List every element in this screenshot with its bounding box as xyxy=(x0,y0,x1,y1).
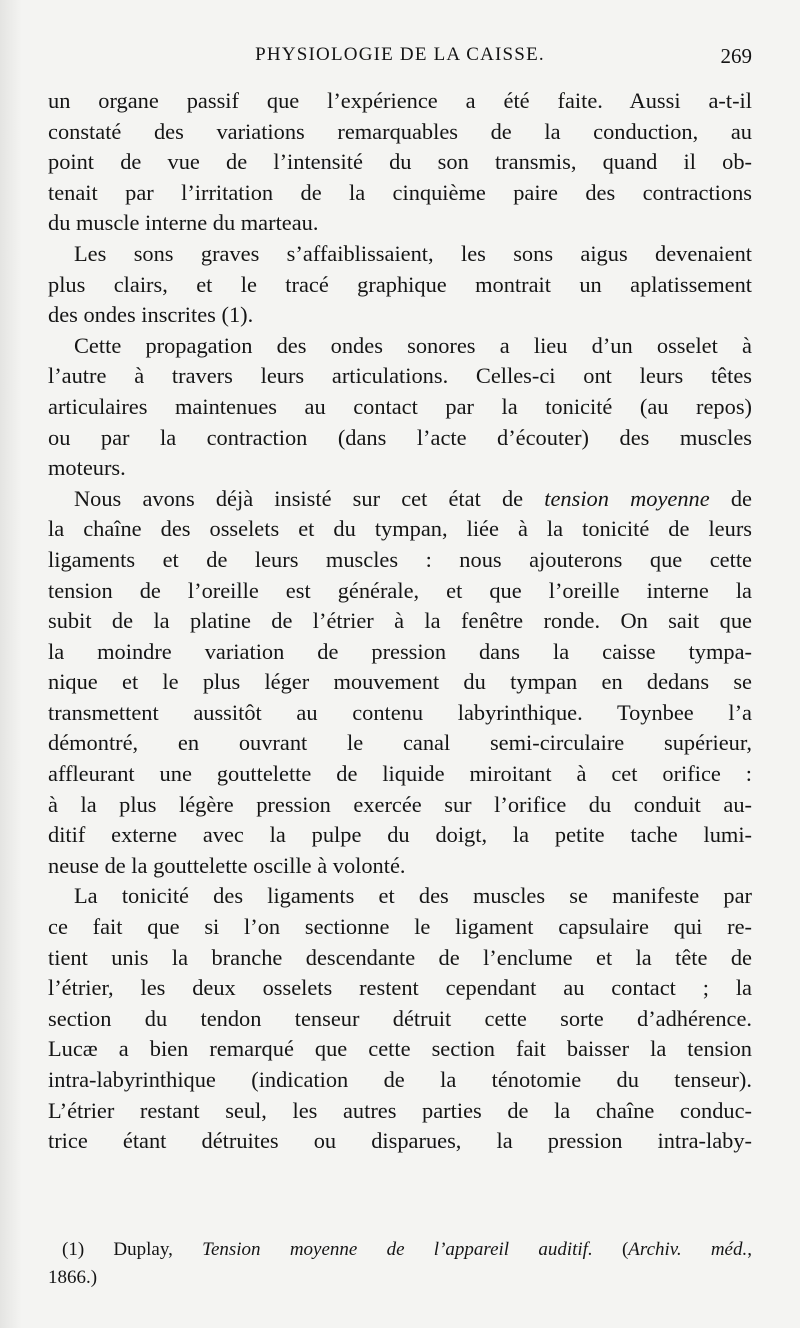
text-line: Lucæ a bien remarqué que cette section fait baisser la tension xyxy=(48,1036,752,1062)
text-line: intra-labyrinthique (indication de la ténotomie du tenseur). xyxy=(48,1067,752,1092)
text-line: l’autre à travers leurs articulations. Celles-ci ont leurs têtes xyxy=(48,363,752,389)
text-line: ligaments et de leurs muscles : nous ajouterons que cette xyxy=(48,546,752,572)
text-line: la moindre variation de pression dans la caisse tympa- xyxy=(48,638,752,664)
running-title: PHYSIOLOGIE DE LA CAISSE. xyxy=(255,44,545,65)
text-line: trice étant détruites ou disparues, la pression intra-laby- xyxy=(48,1128,752,1154)
text-line: Cette propagation des ondes sonores a lieu d’un osselet à xyxy=(74,332,752,358)
footnote-title: Tension moyenne de l’appareil auditif. xyxy=(202,1239,593,1260)
text-line xyxy=(48,484,752,515)
page-number: 269 xyxy=(720,44,752,68)
text-run: ( xyxy=(592,1239,629,1260)
paragraph-2 xyxy=(48,239,752,331)
paragraph-1 xyxy=(48,86,752,239)
text-line: à la plus légère pression exercée sur l’orifice du conduit au- xyxy=(48,791,752,817)
text-line: La tonicité des ligaments et des muscles se manifeste par xyxy=(74,883,752,909)
text-line: section du tendon tenseur détruit cette sorte d’adhérence. xyxy=(48,1005,752,1031)
text-line: tenait par l’irritation de la cinquième paire des contractions xyxy=(48,179,752,205)
text-line: nique et le plus léger mouvement du tympan en dedans se xyxy=(48,669,752,695)
text-line: Les sons graves s’affaiblissaient, les sons aigus devenaient xyxy=(74,240,752,266)
text-line: des ondes inscrites (1). xyxy=(48,302,254,328)
text-line: démontré, en ouvrant le canal semi-circulaire supérieur, xyxy=(48,730,752,756)
text-line: L’étrier restant seul, les autres parties de la chaîne conduc- xyxy=(48,1097,752,1123)
paragraph-4 xyxy=(48,484,752,882)
body-text xyxy=(48,86,752,1157)
text-run: de xyxy=(709,485,752,511)
text-line: ce fait que si l’on sectionne le ligament capsulaire qui re- xyxy=(48,914,752,940)
paragraph-5 xyxy=(48,881,752,1156)
text-line: ou par la contraction (dans l’acte d’écouter) des muscles xyxy=(48,424,752,450)
text-line: transmettent aussitôt au contenu labyrinthique. Toynbee l’a xyxy=(48,699,752,725)
text-line: plus clairs, et le tracé graphique montrait un aplatissement xyxy=(48,271,752,297)
text-line: l’étrier, les deux osselets restent cependant au contact ; la xyxy=(48,975,752,1001)
text-line: du muscle interne du marteau. xyxy=(48,210,319,236)
footnote-year: 1866.) xyxy=(48,1267,98,1288)
footnote-marker: (1) Duplay, xyxy=(62,1239,203,1260)
page-header xyxy=(48,44,752,74)
text-line: tension de l’oreille est générale, et que l’oreille interne la xyxy=(48,577,752,603)
text-line: affleurant une gouttelette de liquide miroitant à cet orifice : xyxy=(48,761,752,787)
text-line: moteurs. xyxy=(48,455,126,481)
text-line: articulaires maintenues au contact par la tonicité (au repos) xyxy=(48,393,752,419)
text-run: , xyxy=(747,1239,752,1260)
footnote xyxy=(48,1236,752,1292)
text-line: la chaîne des osselets et du tympan, liée à la tonicité de leurs xyxy=(48,516,752,542)
text-line: tient unis la branche descendante de l’enclume et la tête de xyxy=(48,944,752,970)
text-line: ditif externe avec la pulpe du doigt, la petite tache lumi- xyxy=(48,822,752,848)
italic-term: tension moyenne xyxy=(544,485,710,511)
text-line: point de vue de l’intensité du son transmis, quand il ob- xyxy=(48,149,752,175)
text-line: constaté des variations remarquables de la conduction, au xyxy=(48,118,752,144)
text-line: neuse de la gouttelette oscille à volonté. xyxy=(48,852,406,878)
text-line: subit de la platine de l’étrier à la fenêtre ronde. On sait que xyxy=(48,608,752,634)
footnote-line xyxy=(48,1236,752,1264)
page-gutter-shadow xyxy=(0,0,22,1328)
text-run: Nous avons déjà insisté sur cet état de xyxy=(74,485,545,511)
text-line: un organe passif que l’expérience a été faite. Aussi a-t-il xyxy=(48,88,752,113)
footnote-journal: Archiv. méd. xyxy=(628,1239,748,1260)
paragraph-3 xyxy=(48,331,752,484)
